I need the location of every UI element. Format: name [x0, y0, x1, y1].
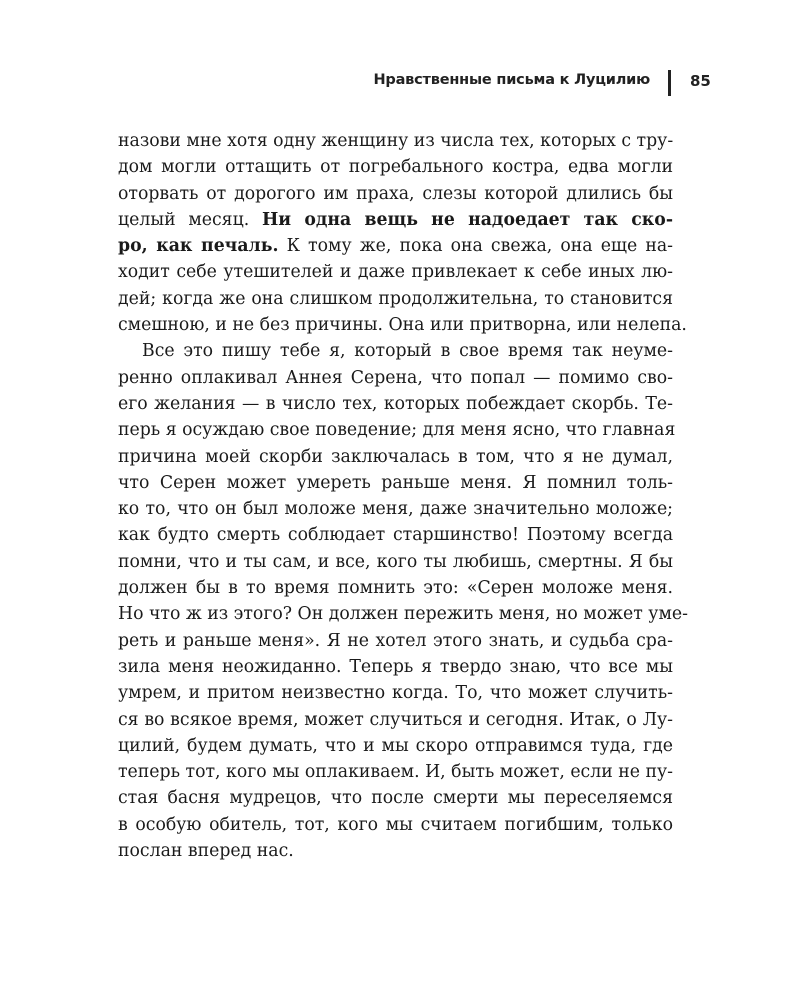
text-line: [118, 233, 673, 259]
text-line: цилий, будем думать, что и мы скоро отправимся туда, где: [118, 735, 673, 756]
text-line: теперь тот, кого мы оплакиваем. И, быть может, если не пу-: [118, 762, 673, 783]
text-line: Но что ж из этого? Он должен пережить меня, но может уме-: [118, 604, 688, 625]
text-line: ся во всякое время, может случиться и сегодня. Итак, о Лу-: [118, 709, 673, 730]
text-line: смешною, и не без причины. Она или притворна, или нелепа.: [118, 315, 687, 336]
text-line: ходит себе утешителей и даже привлекает к себе иных лю-: [118, 262, 673, 283]
text-line: Все это пишу тебе я, который в свое время так неуме-: [142, 341, 673, 362]
text-line: причина моей скорби заключалась в том, что я не думал,: [118, 446, 673, 467]
text-line: что Серен может умереть раньше меня. Я помнил толь-: [118, 472, 673, 493]
running-title: Нравственные письма к Луцилию: [373, 72, 650, 88]
text-line: оторвать от дорогого им праха, слезы которой длились бы: [118, 183, 673, 204]
text-line: послан вперед нас.: [118, 841, 294, 862]
text-line: должен бы в то время помнить это: «Серен моложе меня.: [118, 578, 673, 599]
text-line: стая басня мудрецов, что после смерти мы переселяемся: [118, 788, 673, 809]
paragraph-1: [118, 128, 687, 338]
text-line: реть и раньше меня». Я не хотел этого знать, и судьба сра-: [118, 630, 673, 651]
text-line: дом могли оттащить от погребального костра, едва могли: [118, 157, 673, 178]
text-line: дей; когда же она слишком продолжительна, то становится: [118, 288, 673, 309]
text-line: перь я осуждаю свое поведение; для меня ясно, что главная: [118, 420, 676, 441]
text-line: умрем, и притом неизвестно когда. То, что может случить-: [118, 683, 673, 704]
bold-emphasis: ро, как печаль.: [118, 236, 279, 257]
text-line: как будто смерть соблюдает старшинство! Поэтому всегда: [118, 525, 673, 546]
running-header: [0, 70, 800, 96]
text-line: назови мне хотя одну женщину из числа тех, которых с тру-: [118, 131, 674, 151]
text-line: [118, 207, 673, 233]
text-line: зила меня неожиданно. Теперь я твердо знаю, что все мы: [118, 656, 673, 677]
text-run: целый месяц.: [118, 209, 250, 230]
text-line: в особую обитель, тот, кого мы считаем погибшим, только: [118, 814, 673, 835]
text-line: его желания — в число тех, которых побеждает скорбь. Те-: [118, 393, 673, 414]
text-line: ко то, что он был моложе меня, даже значительно моложе;: [118, 499, 673, 520]
header-divider: [668, 70, 671, 96]
text-run: К тому же, пока она свежа, она еще на-: [286, 236, 673, 257]
paragraph-2: [118, 338, 688, 864]
body-text: [118, 128, 688, 864]
text-line: помни, что и ты сам, и все, кого ты любишь, смертны. Я бы: [118, 551, 673, 572]
page-number: 85: [690, 72, 711, 90]
bold-emphasis: Ни одна вещь не надоедает так ско-: [261, 209, 673, 230]
text-line: ренно оплакивал Аннея Серена, что попал — помимо сво-: [118, 367, 673, 388]
